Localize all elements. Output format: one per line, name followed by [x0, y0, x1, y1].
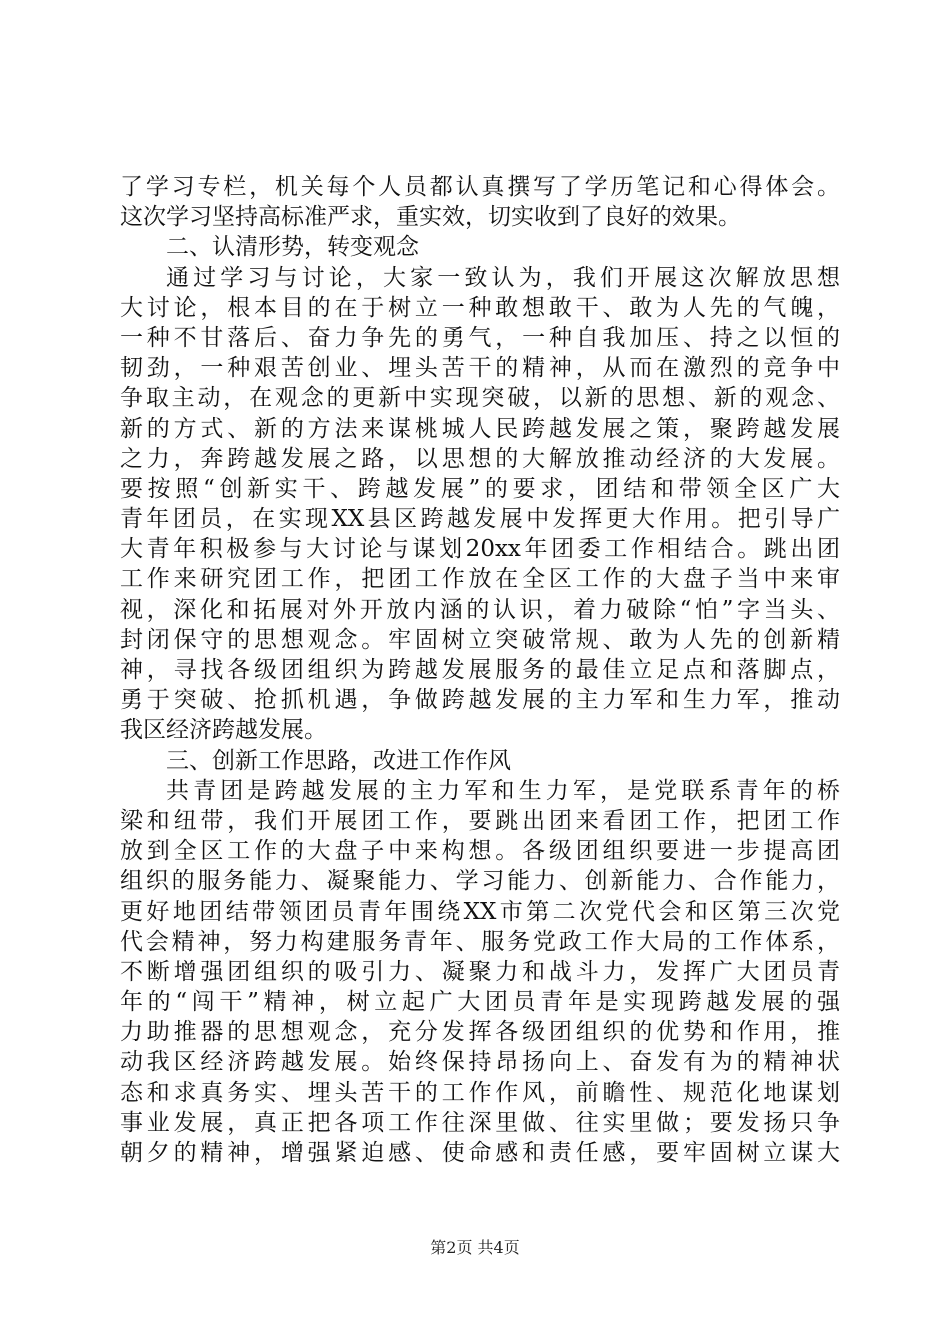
text-line: 这次学习坚持高标准严求，重实效，切实收到了良好的效果。 [120, 204, 741, 231]
text-line: 新的方式、新的方法来谋桃城人民跨越发展之策，聚跨越发展 [120, 415, 840, 442]
text-line: 态和求真务实、埋头苦干的工作作风，前瞻性、规范化地谋划 [120, 1079, 840, 1106]
text-line: 共青团是跨越发展的主力军和生力军，是党联系青年的桥 [166, 777, 840, 804]
text-line: 不断增强团组织的吸引力、凝聚力和战斗力，发挥广大团员青 [120, 958, 840, 985]
text-line: 之力，奔跨越发展之路，以思想的大解放推动经济的大发展。 [120, 445, 840, 472]
text-line: 我区经济跨越发展。 [120, 717, 327, 744]
text-line: 韧劲，一种艰苦创业、埋头苦干的精神，从而在激烈的竞争中 [120, 355, 840, 382]
text-line: 组织的服务能力、凝聚能力、学习能力、创新能力、合作能力， [120, 868, 840, 895]
text-line: 工作来研究团工作，把团工作放在全区工作的大盘子当中来审 [120, 566, 840, 593]
text-line: 了学习专栏，机关每个人员都认真撰写了学历笔记和心得体会。 [120, 174, 840, 200]
text-line: 青年团员，在实现XX县区跨越发展中发挥更大作用。把引导广 [120, 506, 840, 533]
text-line: 一种不甘落后、奋力争先的勇气，一种自我加压、持之以恒的 [120, 324, 840, 351]
text-line: 事业发展，真正把各项工作往深里做、往实里做；要发扬只争 [120, 1109, 840, 1136]
text-line: 梁和纽带，我们开展团工作，要跳出团来看团工作，把团工作 [120, 807, 840, 834]
text-line: 大讨论，根本目的在于树立一种敢想敢干、敢为人先的气魄， [120, 294, 840, 321]
text-line: 朝夕的精神，增强紧迫感、使命感和责任感，要牢固树立谋大 [120, 1140, 840, 1166]
text-line: 年的“闯干”精神，树立起广大团员青年是实现跨越发展的强 [120, 989, 840, 1016]
text-line: 大青年积极参与大讨论与谋划20xx年团委工作相结合。跳出团 [120, 536, 840, 563]
text-line: 代会精神，努力构建服务青年、服务党政工作大局的工作体系， [120, 928, 840, 955]
text-line: 要按照“创新实干、跨越发展”的要求，团结和带领全区广大 [120, 475, 840, 502]
text-line: 通过学习与讨论，大家一致认为，我们开展这次解放思想 [166, 264, 840, 291]
section-heading: 三、创新工作思路，改进工作作风 [166, 747, 511, 774]
text-line: 动我区经济跨越发展。始终保持昂扬向上、奋发有为的精神状 [120, 1049, 840, 1076]
text-line: 视，深化和拓展对外开放内涵的认识，着力破除“怕”字当头、 [120, 596, 840, 623]
text-line: 放到全区工作的大盘子中来构想。各级团组织要进一步提高团 [120, 838, 840, 865]
body-text [120, 172, 840, 1168]
text-line: 神，寻找各级团组织为跨越发展服务的最佳立足点和落脚点， [120, 657, 840, 683]
page-number-footer: 第2页 共4页 [430, 1238, 520, 1257]
text-line: 封闭保守的思想观念。牢固树立突破常规、敢为人先的创新精 [120, 626, 840, 653]
text-line: 更好地团结带领团员青年围绕XX市第二次党代会和区第三次党 [120, 898, 840, 925]
text-line: 勇于突破、抢抓机遇，争做跨越发展的主力军和生力军，推动 [120, 687, 840, 714]
text-line: 力助推器的思想观念，充分发挥各级团组织的优势和作用，推 [120, 1019, 840, 1046]
section-heading: 二、认清形势，转变观念 [166, 234, 419, 261]
text-line: 争取主动，在观念的更新中实现突破，以新的思想、新的观念、 [120, 385, 840, 412]
